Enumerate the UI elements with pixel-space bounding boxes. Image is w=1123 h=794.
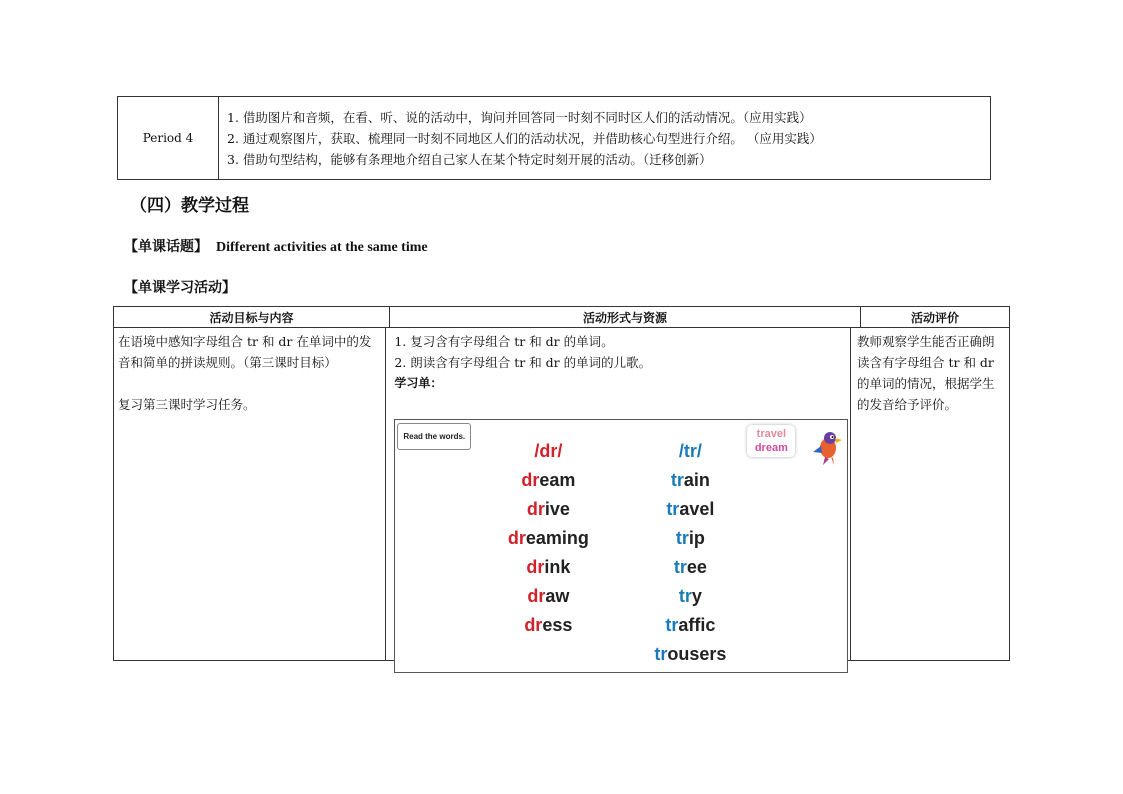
tr-word: trip <box>675 528 705 548</box>
activity-table <box>113 306 1010 664</box>
topic-text: Different activities at the same time <box>216 240 428 255</box>
tr-header: /tr/ <box>678 441 702 461</box>
header-form: 活动形式与资源 <box>390 307 861 327</box>
dr-word: dress <box>524 615 573 635</box>
tr-word: train <box>670 470 710 490</box>
dr-word: dreaming <box>507 528 589 548</box>
bubble-word-dream: dream <box>754 442 788 454</box>
worksheet-image <box>394 419 848 673</box>
tr-word: tree <box>673 557 707 577</box>
topic-tag: 【单课话题】 <box>124 239 208 255</box>
form-item-2: 2. 朗读含有字母组合 tr 和 dr 的单词的儿歌。 <box>394 355 652 370</box>
header-goal: 活动目标与内容 <box>114 307 390 327</box>
read-the-words-button: Read the words. <box>397 423 471 450</box>
tr-word: travel <box>666 499 715 519</box>
period-goal-3: 3. 借助句型结构，能够有条理地介绍自己家人在某个特定时刻开展的活动。（迁移创新） <box>227 152 712 167</box>
tr-column <box>645 437 735 669</box>
section-heading: （四）教学过程 <box>130 196 249 216</box>
dr-word: drink <box>526 557 571 577</box>
table-header-row <box>114 307 1009 328</box>
activity-label: 【单课学习活动】 <box>124 280 236 296</box>
goal-text: 在语境中感知字母组合 tr 和 dr 在单词中的发音和简单的拼读规则。（第三课时目标） <box>118 334 372 370</box>
period-goals <box>219 97 822 179</box>
period-goal-1: 1. 借助图片和音频，在看、听、说的活动中，询问并回答同一时刻不同时区人们的活动情况。（应用实践） <box>227 110 812 125</box>
goal-cell <box>114 328 386 661</box>
bubble-word-travel: travel <box>756 428 787 440</box>
tr-word: trousers <box>654 644 727 664</box>
dr-word: dream <box>521 470 576 490</box>
dr-word: drive <box>526 499 570 519</box>
period-label: Period 4 <box>118 97 219 179</box>
topic-line <box>124 236 428 256</box>
tr-word: traffic <box>665 615 716 635</box>
tr-word: try <box>678 586 702 606</box>
goal-review-text: 复习第三课时学习任务。 <box>118 397 256 412</box>
dr-word: draw <box>527 586 570 606</box>
table-row <box>114 328 1009 664</box>
speech-bubble <box>747 425 795 457</box>
form-cell <box>386 328 851 664</box>
form-item-1: 1. 复习含有字母组合 tr 和 dr 的单词。 <box>394 334 614 349</box>
period-goal-2: 2. 通过观察图片，获取、梳理同一时刻不同地区人们的活动状况，并借助核心句型进行介绍。 （应用实践） <box>227 131 822 146</box>
dr-header: /dr/ <box>534 441 563 461</box>
worksheet-label: 学习单： <box>394 376 443 390</box>
dr-column <box>503 437 593 640</box>
period-table <box>117 96 991 180</box>
header-evaluation: 活动评价 <box>910 310 959 325</box>
evaluation-cell: 教师观察学生能否正确朗读含有字母组合 tr 和 dr 的单词的情况，根据学生的发音给予评价。 <box>857 334 995 412</box>
parrot-icon <box>811 428 845 466</box>
